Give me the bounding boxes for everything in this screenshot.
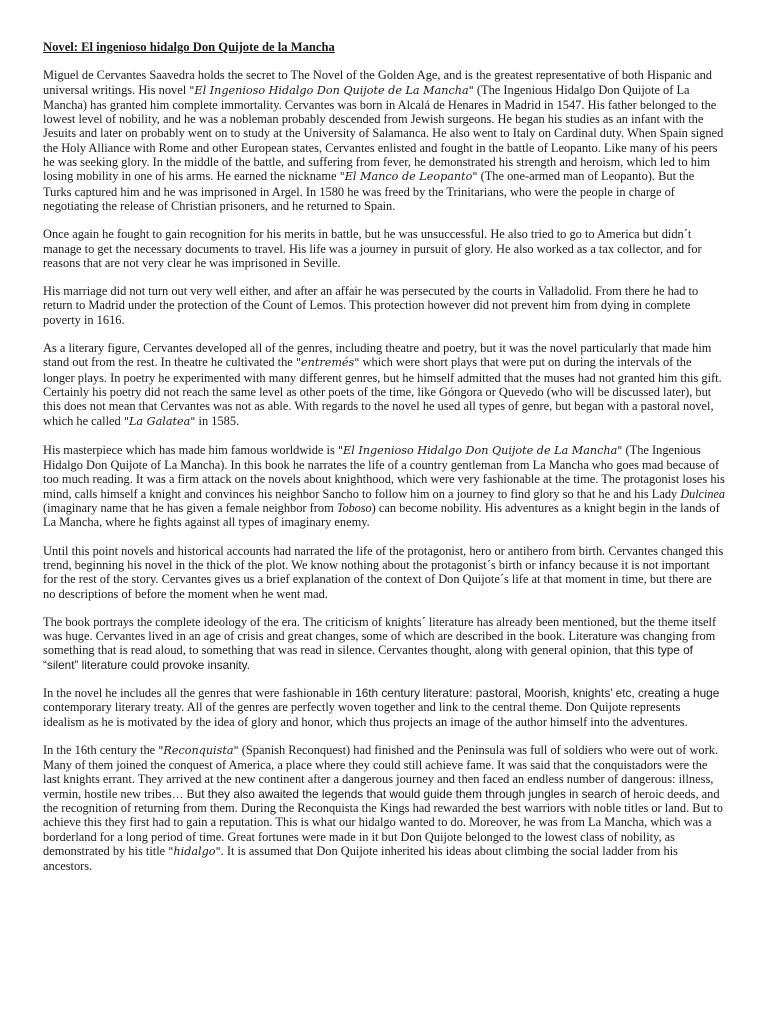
- work-la-galatea: "La Galatea": [123, 414, 196, 428]
- paragraph-literary-figure: As a literary figure, Cervantes developed all of the genres, including theatre and poetry, but it was the novel particularly that made him stand out from the rest. In theatre he cultivated the "entremés" which were short plays that were put on during the intervals of the longer plays. In poetry he experimented with many different genres, but he himself admitted that the muses had not granted him this gift. Certainly his poetry did not reach the same level as other poets of the time, like Góngora or Quevedo (who will be discussed later), but this does not mean that Cervantes was not as able. With regards to the novel he used all types of genre, but began with a pastoral novel, which he called "La Galatea" in 1585.: [43, 341, 722, 428]
- paragraph-ideology: The book portrays the complete ideology of the era. The criticism of knights´ literature has already been mentioned, but the theme itself was huge. Cervantes lived in an age of crisis and great changes, some of which are described in the book. Literature was changing from something that is read aloud, to something that was read in silence. Cervantes thought, along with general opinion, that this type of “silent” literature could provoke insanity.: [43, 614, 717, 672]
- paragraph-biography: Miguel de Cervantes Saavedra holds the secret to The Novel of the Golden Age, and is the greatest representative of both Hispanic and universal writings. His novel "El Ingenioso Hidalgo Don Quijote de La Mancha" (The Ingenious Hidalgo Don Quijote of La Mancha) has granted him complete immortality. Cervantes was born in Alcalá de Henares in Madrid in 1547. His father belonged to the lowest level of nobility, and he was a nobleman probably descended from Jewish surgeons. He began his studies as an infant with the Jesuits and later on probably went on to study at the University of Salamanca. He also went to Italy on Cardinal duty. When Spain signed the Holy Alliance with Rome and other European states, Cervantes enlisted and fought in the battle of Leopanto. Like many of his peers he was seeking glory. In the middle of the battle, and suffering from fever, he demonstrated his strength and heroism, which led to him losing mobility in one of his arms. He earned the nickname "El Manco de Leopanto" (The one-armed man of Leopanto). But the Turks captured him and he was imprisoned in Argel. In 1580 he was freed by the Trinitarians, who were the people in charge of negotiating the release of Christian prisoners, and he returned to Spain.: [43, 68, 724, 213]
- name-dulcinea: Dulcinea: [680, 486, 726, 501]
- paragraph-genres: In the novel he includes all the genres that were fashionable in 16th century literature: pastoral, Moorish, knights’ etc, creating a huge contemporary literary treaty. All of the genres are perfectly woven together and link to the central theme. Don Quijote represents idealism as he is motivated by the idea of glory and honor, which thus projects an image of the author himself into the adventures.: [43, 685, 720, 729]
- novel-title: "El Ingenioso Hidalgo Don Quijote de La Mancha": [337, 443, 623, 457]
- nickname: "El Manco de Leopanto": [339, 170, 478, 184]
- document-page: [43, 40, 725, 888]
- place-toboso: Toboso: [336, 501, 372, 516]
- novel-title: "El Ingenioso Hidalgo Don Quijote de La Mancha": [189, 83, 474, 97]
- term-entremes: "entremés": [295, 356, 360, 370]
- term-reconquista: "Reconquista": [158, 743, 239, 757]
- document-title: Novel: El ingenioso hidalgo Don Quijote de la Mancha: [43, 40, 335, 54]
- paragraph-reconquista: In the 16th century the "Reconquista" (Spanish Reconquest) had finished and the Peninsula was full of soldiers who were out of work. Many of them joined the conquest of America, a place where they could still achieve fame. It was said that the conquistadors were the last knights errant. They arrived at the new continent after a dangerous journey and then faced an endless number of dangerous: illness, vermin, hostile new tribes… But they also awaited the legends that would guide them through jungles in search of heroic deeds, and the recognition of returning from them. During the Reconquista the Kings had rewarded the best warriors with noble titles or land. But to achieve this they first had to gain a reputation. This is what our hidalgo wanted to do. Moreover, he was from La Mancha, which was a borderland for a long period of time. Great fortunes were made in it but Don Quijote belonged to the lowest class of nobility, as demonstrated by his title "hidalgo". It is assumed that Don Quijote inherited his ideas about climbing the social ladder from his ancestors.: [43, 742, 723, 874]
- paragraph-recognition: Once again he fought to gain recognition for his merits in battle, but he was unsuccessful. He also tried to go to America but didn´t manage to get the necessary documents to travel. His life was a journey in pursuit of glory. He also worked as a tax collector, and for reasons that are not very clear he was imprisoned in Seville.: [43, 227, 702, 270]
- term-hidalgo: "hidalgo": [168, 844, 221, 858]
- paragraph-masterpiece: His masterpiece which has made him famous worldwide is "El Ingenioso Hidalgo Don Quijote de La Mancha" (The Ingenious Hidalgo Don Quijote of La Mancha). In this book he narrates the life of a country gentleman from La Mancha who goes mad because of too much reading. It was a firm attack on the novels about knighthood, which were very fashionable at the time. The protagonist loses his mind, calls himself a knight and convinces his neighbor Sancho to follow him on a journey to find glory so that he and his Lady Dulcinea (imaginary name that he has given a female neighbor from Toboso) can become nobility. His adventures as a knight begin in the lands of La Mancha, where he fights against all types of imaginary enemy.: [43, 442, 726, 530]
- paragraph-narrative-structure: Until this point novels and historical accounts had narrated the life of the protagonist, hero or antihero from birth. Cervantes changed this trend, beginning his novel in the thick of the plot. We know nothing about the protagonist´s birth or infancy because it is not important for the rest of the story. Cervantes gives us a brief explanation of the context of Don Quijote´s life at that moment in time, but there are no descriptions of before the moment when he went mad.: [43, 543, 724, 601]
- paragraph-marriage: His marriage did not turn out very well either, and after an affair he was persecuted by the courts in Valladolid. From there he had to return to Madrid under the protection of the Count of Lemos. This protection however did not prevent him from dying in complete poverty in 1616.: [43, 284, 699, 327]
